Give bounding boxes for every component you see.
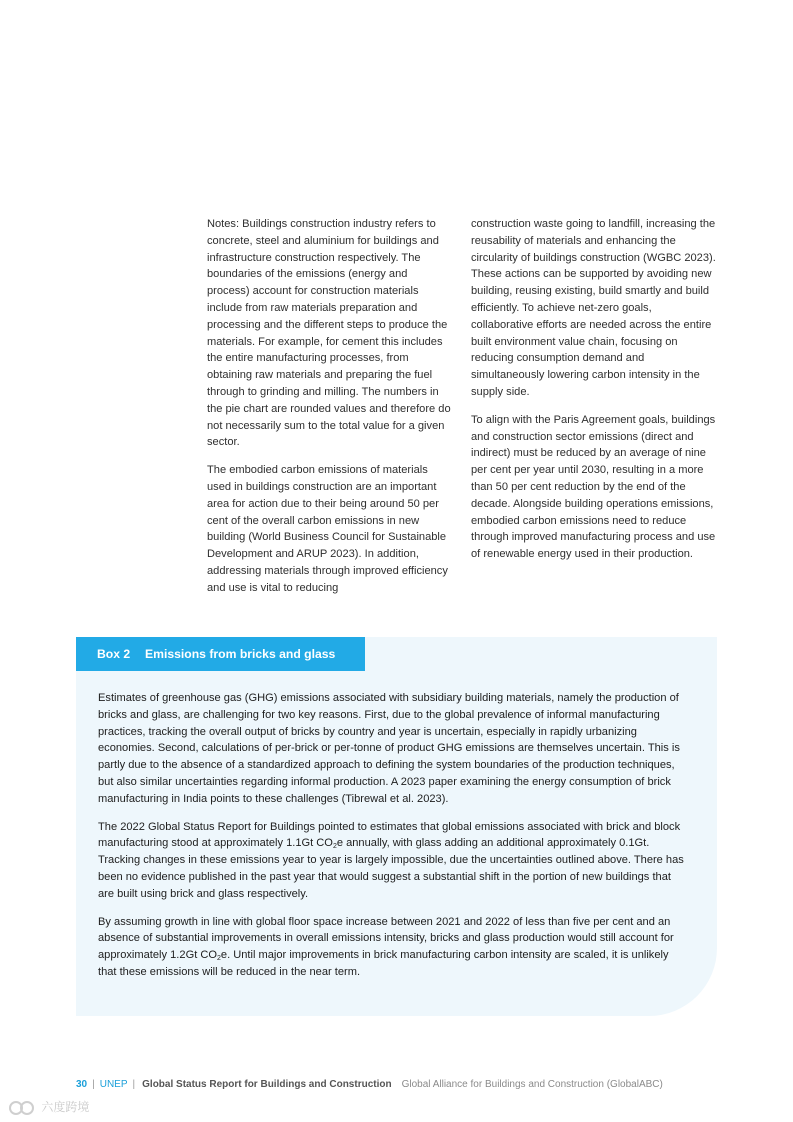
box-paragraph-2 xyxy=(98,819,688,903)
box-paragraph-2-part-b: e annually, with glass adding an additional approximately 0.1Gt. Tracking changes in these emissions year to year is largely impossible, due the uncertainties outlined above. There has been no evidence published in the past year that would suggest a substantial shift in the portion of new buildings that are built using brick and glass respectively. xyxy=(98,837,684,900)
box-paragraph-2-part-a: The 2022 Global Status Report for Buildings pointed to estimates that global emissions associated with brick and block manufacturing stood at approximately 1.1Gt CO xyxy=(98,820,681,850)
footer-org: UNEP xyxy=(99,1079,128,1090)
box-paragraph-1: Estimates of greenhouse gas (GHG) emissions associated with subsidiary building materials, namely the production of bricks and glass, are challenging for two key reasons. First, due to the global prevalence of informal manufacturing practices, tracking the overall output of bricks by country and year is uncertain, especially in rapidly urbanizing economies. Second, calculations of per-brick or per-tonne of product GHG emissions are themselves uncertain. This is partly due to the absence of a standardized approach to defining the system boundaries of the production techniques, but also similar uncertainties regarding informal production. A 2023 paper examining the energy consumption of brick manufacturing in India points to these challenges (Tibrewal et al. 2023). xyxy=(98,692,680,805)
paragraph-construction-waste: construction waste going to landfill, increasing the reusability of materials and enhancing the circularity of buildings construction (WGBC 2023). These actions can be supported by avoiding new building, reusing existing, build smartly and build efficiently. To achieve net-zero goals, collaborative efforts are needed across the entire built environment value chain, focusing on reducing consumption demand and simultaneously lowering carbon intensity in the supply side. xyxy=(471,218,716,398)
page-footer xyxy=(76,1078,663,1092)
footer-separator: | xyxy=(92,1079,95,1090)
footer-separator: | xyxy=(132,1079,136,1090)
footer-report-title: Global Status Report for Buildings and Construction xyxy=(142,1079,392,1090)
box-body xyxy=(98,690,688,992)
box-title: Emissions from bricks and glass xyxy=(145,647,336,661)
footer-alliance: Global Alliance for Buildings and Construction (GlobalABC) xyxy=(401,1079,663,1090)
pie-chart-notes: Notes: Buildings construction industry refers to concrete, steel and aluminium for buildings and infrastructure construction respectively. The boundaries of the emissions (energy and process) account for construction materials include from raw materials preparation and processing and the different steps to produce the materials. For example, for cement this includes the entire manufacturing processes, from obtaining raw materials and preparing the fuel through to grinding and milling. The numbers in the pie chart are rounded values and therefore do not necessarily sum to the total value for a given sector. xyxy=(207,218,451,449)
box-header xyxy=(76,637,365,671)
paragraph-paris-agreement: To align with the Paris Agreement goals, buildings and construction sector emissions (direct and indirect) must be reduced by an average of nine per cent per year until 2030, resulting in a more than 50 per cent reduction by the end of the decade. Alongside building operations emissions, embodied carbon emissions need to reduce through improved manufacturing process and use of renewable energy used in their production. xyxy=(471,413,716,561)
body-column-right xyxy=(471,216,716,574)
subscript-2: 2 xyxy=(217,955,221,963)
watermark xyxy=(8,1096,89,1118)
subscript-2: 2 xyxy=(332,843,337,851)
box-paragraph-3-part-a: By assuming growth in line with global floor space increase between 2021 and 2022 of less than five per cent and an absence of substantial improvements in overall emissions intensity, bricks and glass production would still account for approximately 1.2Gt CO xyxy=(98,915,674,962)
paragraph-embodied-carbon: The embodied carbon emissions of materials used in buildings construction are an important area for action due to their being around 50 per cent of the overall carbon emissions in new building (World Business Council for Sustainable Development and ARUP 2023). In addition, addressing materials through improved efficiency and use is vital to reducing xyxy=(207,464,448,594)
watermark-text: 六度跨境 xyxy=(41,1100,90,1114)
box-paragraph-3 xyxy=(98,914,688,981)
page-number: 30 xyxy=(76,1079,88,1090)
body-column-left xyxy=(207,216,452,608)
loop-logo-icon xyxy=(8,1099,38,1117)
box-paragraph-3-part-b: e. Until major improvements in brick manufacturing carbon intensity are scaled, it is unlikely that these emissions will be reduced in the near term. xyxy=(98,949,669,978)
box-number: Box 2 xyxy=(97,647,131,661)
box-bricks-glass xyxy=(76,637,717,1016)
